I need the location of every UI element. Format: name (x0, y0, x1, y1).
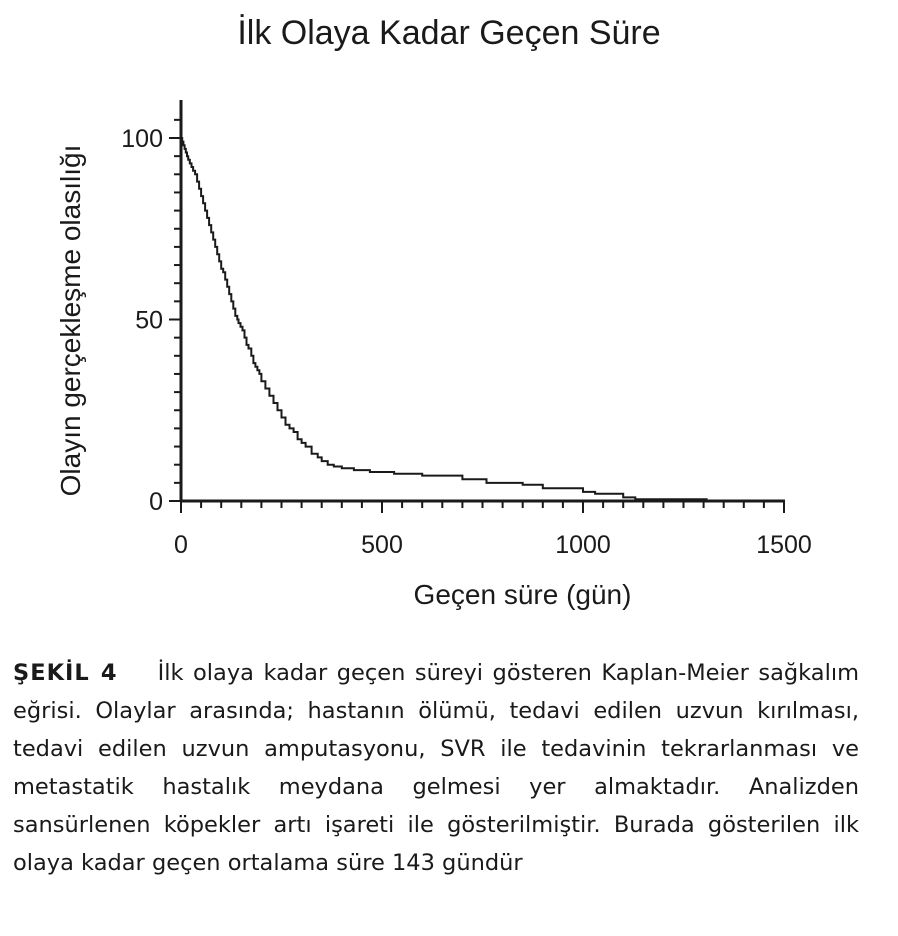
y-tick-label: 0 (149, 488, 163, 516)
y-tick-label: 100 (121, 125, 163, 153)
caption-label: ŞEKİL 4 (13, 660, 118, 686)
figure-caption (13, 654, 859, 882)
y-axis-title: Olayın gerçekleşme olasılığı (55, 144, 86, 497)
x-tick-label: 1000 (555, 531, 611, 559)
y-tick-label: 50 (135, 306, 163, 335)
x-tick-label: 500 (361, 531, 403, 559)
caption-text: İlk olaya kadar geçen süreyi gösteren Kaplan-Meier sağkalım eğrisi. Olaylar arasında; hastanın ölümü, tedavi edilen uzvun kırılması, tedavi edilen uzvun amputasyonu, SVR ile tedavinin tekrarlanması ve metastatik hastalık meydana gelmesi yer almaktadır. Analizden sansürlenen köpekler artı işareti ile gösterilmiştir. Burada gösterilen ilk olaya kadar geçen ortalama süre 143 gündür (13, 660, 859, 876)
axes (169, 100, 785, 513)
x-tick-label: 0 (174, 531, 188, 559)
km-curve-series (181, 138, 708, 499)
tick-labels (121, 125, 812, 559)
x-axis-title: Geçen süre (gün) (413, 579, 632, 610)
x-tick-label: 1500 (756, 531, 812, 559)
chart-title: İlk Olaya Kadar Geçen Süre (237, 14, 661, 52)
